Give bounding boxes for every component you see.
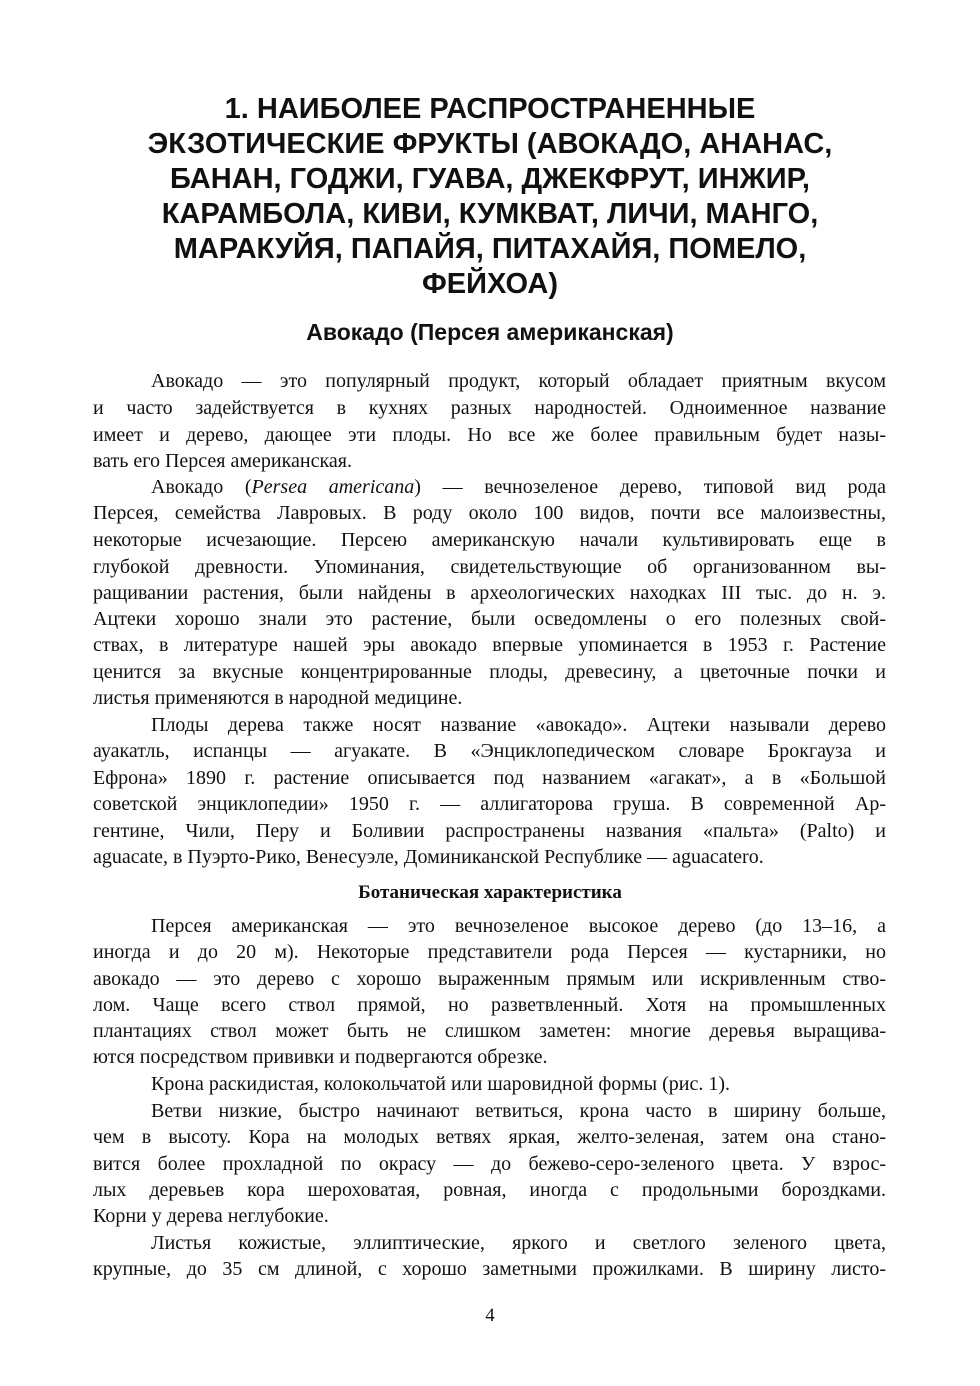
paragraph-line: плантациях ствол может быть не слишком заметен: многие деревья выращива- <box>93 1020 886 1042</box>
latin-name: Persea americana <box>251 476 415 498</box>
paragraph-line: Ефрона» 1890 г. растение описывается под названием «агакат», а в «Большой <box>93 767 886 789</box>
paragraph-line: гентине, Чили, Перу и Боливии распространены названия «пальта» (Palto) и <box>93 820 886 842</box>
paragraph-line: ценится за вкусные концентрированные плоды, древесину, а цветочные почки и <box>93 661 886 683</box>
paragraph-line: ются посредством прививки и подвергаются обрезке. <box>93 1046 548 1068</box>
paragraph-line: Плоды дерева также носят название «авокадо». Ацтеки называли дерево <box>151 714 886 736</box>
paragraph-line: некоторые исчезающие. Персею американскую начали культивировать еще в <box>93 529 886 551</box>
paragraph-line: и часто задействуется в кухнях разных народностей. Одноименное название <box>93 397 886 419</box>
paragraph-line: советской энциклопедии» 1950 г. — аллигаторова груша. В современной Ар- <box>93 793 886 815</box>
text-run: ) — вечнозеленое дерево, типовой вид рода <box>414 476 886 498</box>
chapter-title-line: МАРАКУЙЯ, ПАПАЙЯ, ПИТАХАЙЯ, ПОМЕЛО, <box>173 233 807 265</box>
paragraph-line: Авокадо — это популярный продукт, который обладает приятным вкусом <box>151 370 886 392</box>
chapter-title-line: 1. НАИБОЛЕЕ РАСПРОСТРАНЕННЫЕ <box>224 93 756 125</box>
paragraph-line: Ацтеки хорошо знали это растение, были осведомлены о его полезных свой- <box>93 608 886 630</box>
paragraph-line: Персея американская — это вечнозеленое высокое дерево (до 13–16, а <box>151 915 886 937</box>
subheading-botanical: Ботаническая характеристика <box>358 882 622 903</box>
paragraph-line: лых деревьев кора шероховатая, ровная, иногда с продольными бороздками. <box>93 1179 886 1201</box>
section-heading: Авокадо (Персея американская) <box>306 319 674 345</box>
paragraph-line: авокадо — это дерево с хорошо выраженным прямым или искривленным ство- <box>93 968 886 990</box>
paragraph-line: листья применяются в народной медицине. <box>93 687 463 709</box>
paragraph-line: лом. Чаще всего ствол прямой, но разветвленный. Хотя на промышленных <box>93 994 886 1016</box>
paragraph-line: чем в высоту. Кора на молодых ветвях яркая, желто-зеленая, затем она стано- <box>93 1126 886 1148</box>
chapter-title-line: ФЕЙХОА) <box>422 268 558 300</box>
chapter-title-line: ЭКЗОТИЧЕСКИЕ ФРУКТЫ (АВОКАДО, АНАНАС, <box>147 128 833 160</box>
paragraph-line: глубокой древности. Упоминания, свидетельствующие об организованном вы- <box>93 556 886 578</box>
paragraph-line: ствах, в литературе нашей эры авокадо впервые упоминается в 1953 г. Растение <box>93 634 886 656</box>
paragraph-line: ауакатль, испанцы — агуакате. В «Энциклопедическом словаре Брокгауза и <box>93 740 886 762</box>
page-number: 4 <box>485 1305 495 1326</box>
paragraph-line: Корни у дерева неглубокие. <box>93 1205 329 1227</box>
text-run: Авокадо ( <box>151 476 252 498</box>
paragraph-line: иногда и до 20 м). Некоторые представители рода Персея — кустарники, но <box>93 941 886 963</box>
paragraph-line: Ветви низкие, быстро начинают ветвиться, крона часто в ширину больше, <box>151 1100 886 1122</box>
paragraph-line <box>151 474 886 501</box>
paragraph-line: имеет и дерево, дающее эти плоды. Но все же более правильным будет назы- <box>93 424 886 446</box>
chapter-title <box>90 92 890 302</box>
paragraph-line: Листья кожистые, эллиптические, яркого и светлого зеленого цвета, <box>151 1232 886 1254</box>
paragraph-line: вится более прохладной по окрасу — до бежево-серо-зеленого цвета. У взрос- <box>93 1153 886 1175</box>
chapter-title-line: БАНАН, ГОДЖИ, ГУАВА, ДЖЕКФРУТ, ИНЖИР, <box>170 163 810 195</box>
paragraph-line: Крона раскидистая, колокольчатой или шаровидной формы (рис. 1). <box>151 1073 730 1095</box>
paragraph-line: aguacate, в Пуэрто-Рико, Венесуэле, Доминиканской Республике — aguacatero. <box>93 846 764 868</box>
chapter-title-line: КАРАМБОЛА, КИВИ, КУМКВАТ, ЛИЧИ, МАНГО, <box>161 198 819 230</box>
paragraph-line: крупные, до 35 см длиной, с хорошо заметными прожилками. В ширину листо- <box>93 1258 886 1280</box>
paragraph-line: ращивании растения, были найдены в археологических находках III тыс. до н. э. <box>93 582 886 604</box>
paragraph-line: Персея, семейства Лавровых. В роду около 100 видов, почти все малоизвестны, <box>93 502 886 524</box>
paragraph-line: вать его Персея американская. <box>93 450 352 472</box>
